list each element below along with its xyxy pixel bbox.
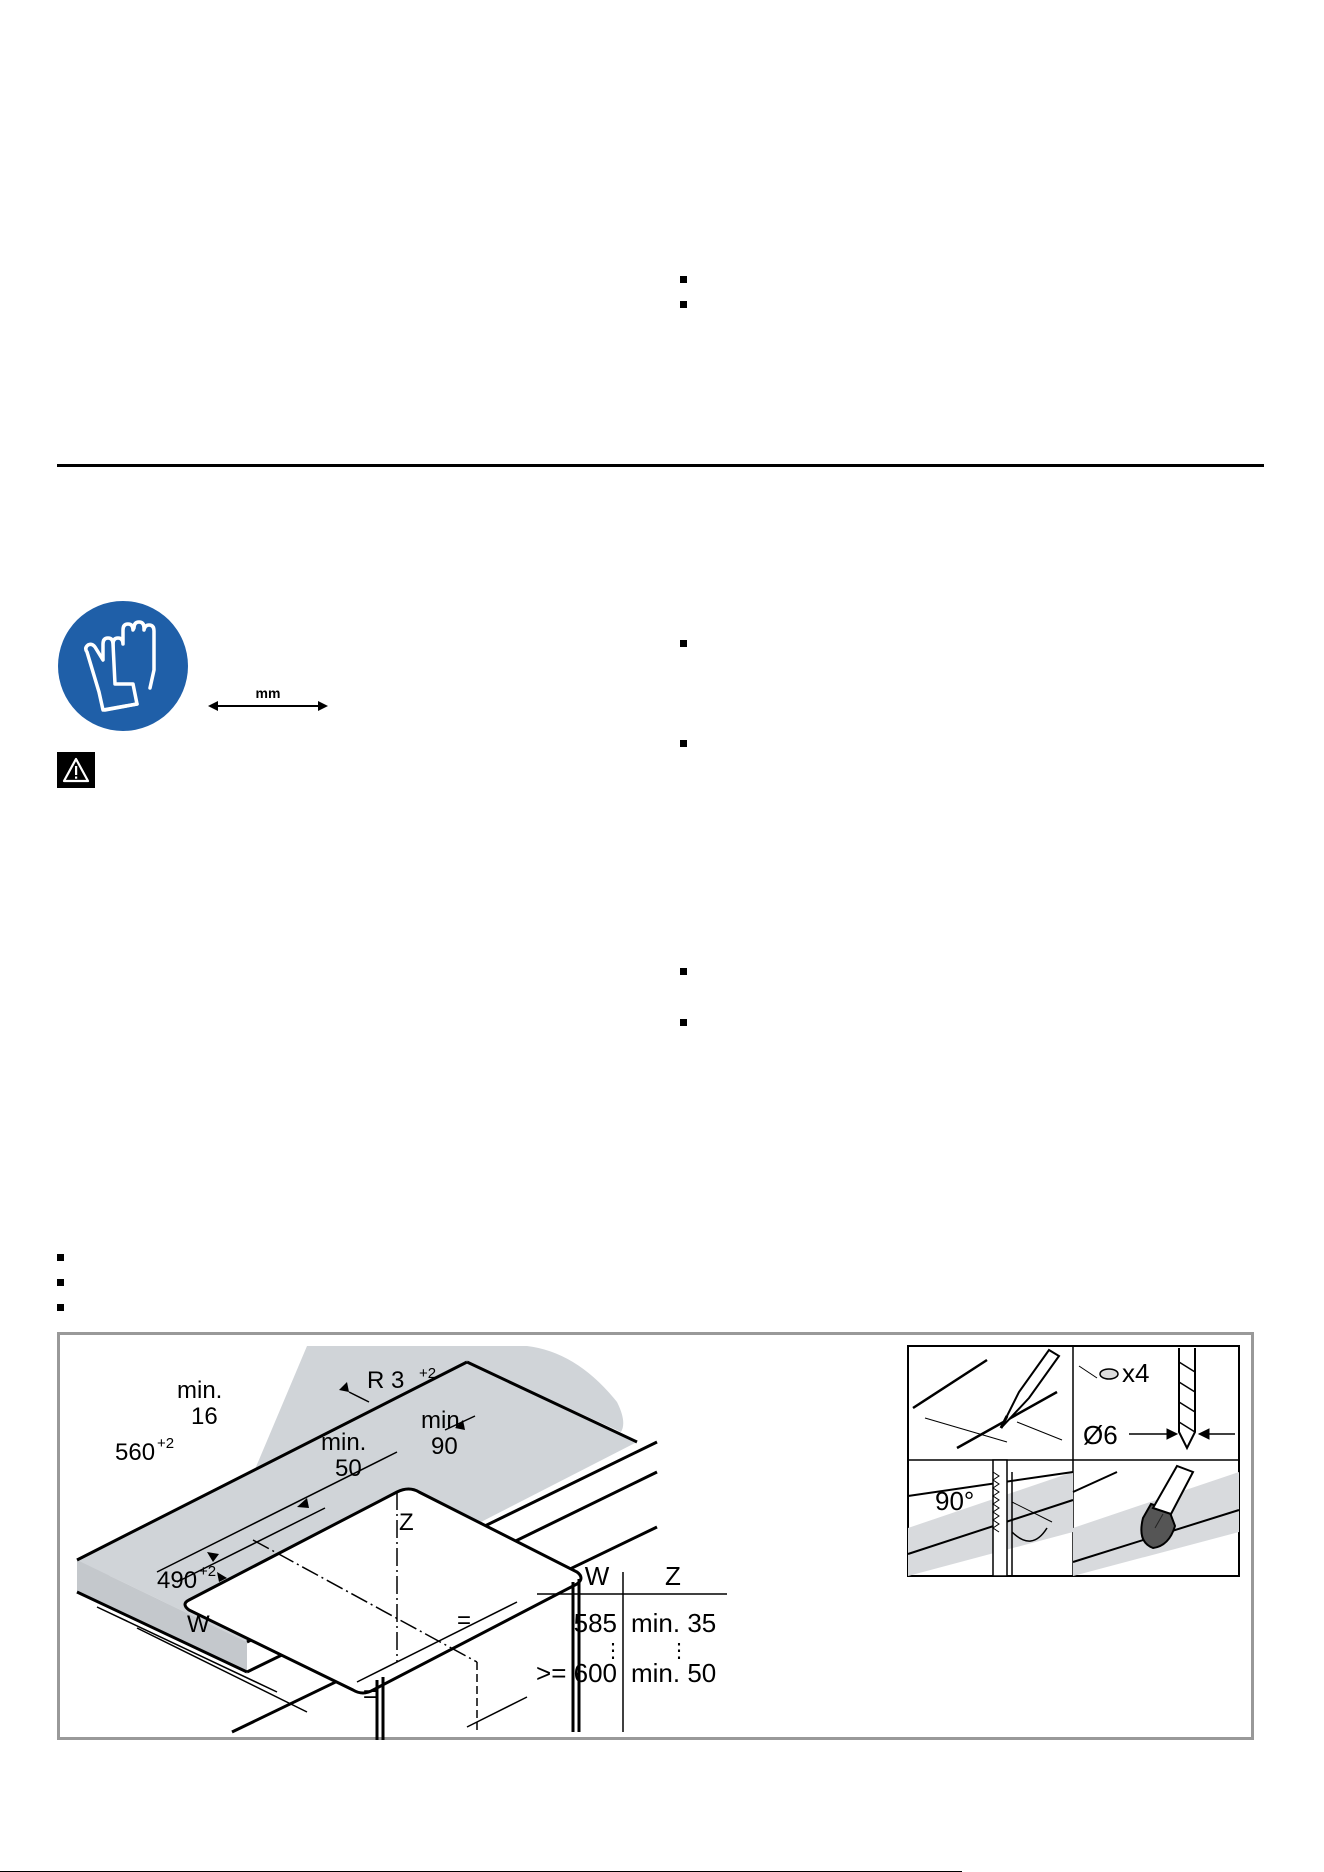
min16-label-line2: 16 <box>191 1403 218 1430</box>
screws-count: x4 <box>1122 1358 1150 1388</box>
dimension-arrow-icon <box>208 686 328 716</box>
table-cell-z: min. 35 <box>631 1608 717 1638</box>
table-cell-w: >= 600 <box>536 1658 617 1688</box>
list-bullet <box>680 301 687 308</box>
radius-tolerance: +2 <box>419 1365 437 1382</box>
list-bullet <box>680 1019 687 1026</box>
unit-label: mm <box>255 686 281 701</box>
cutout-width-tolerance: +2 <box>157 1435 175 1452</box>
cutout-width-label: 560 <box>115 1439 156 1466</box>
wear-protective-gloves-icon <box>57 600 189 732</box>
min90-label-line1: min. <box>421 1407 467 1434</box>
section-divider <box>57 464 1264 467</box>
list-bullet <box>680 740 687 747</box>
list-bullet <box>680 968 687 975</box>
equal-label-1: = <box>457 1607 472 1634</box>
z-label: Z <box>399 1509 414 1536</box>
min90-label-line2: 90 <box>431 1433 458 1460</box>
warning-triangle-icon <box>57 752 95 788</box>
list-bullet <box>57 1254 64 1261</box>
list-bullet <box>57 1279 64 1286</box>
table-cell-z: min. 50 <box>631 1658 717 1688</box>
equal-label-2: = <box>363 1681 378 1708</box>
cutout-installation-figure <box>57 1332 1254 1740</box>
min50-label-line2: 50 <box>335 1455 362 1482</box>
table-ellipsis-w: ⋮ <box>603 1640 623 1662</box>
saw-angle: 90° <box>935 1486 975 1516</box>
table-header-z: Z <box>665 1561 681 1591</box>
drill-diameter: Ø6 <box>1083 1420 1118 1450</box>
w-label: W <box>187 1611 210 1638</box>
table-cell-w: 585 <box>573 1608 617 1638</box>
list-bullet <box>680 640 687 647</box>
radius-label: R 3 <box>367 1367 405 1394</box>
cutout-depth-tolerance: +2 <box>199 1563 217 1580</box>
table-ellipsis-z: ⋮ <box>669 1640 689 1662</box>
table-header-w: W <box>584 1561 610 1591</box>
list-bullet <box>57 1304 64 1311</box>
min50-label-line1: min. <box>321 1429 367 1456</box>
list-bullet <box>680 276 687 283</box>
min16-label-line1: min. <box>177 1377 223 1404</box>
installation-steps-panel <box>908 1346 1239 1576</box>
cutout-depth-label: 490 <box>157 1567 198 1594</box>
